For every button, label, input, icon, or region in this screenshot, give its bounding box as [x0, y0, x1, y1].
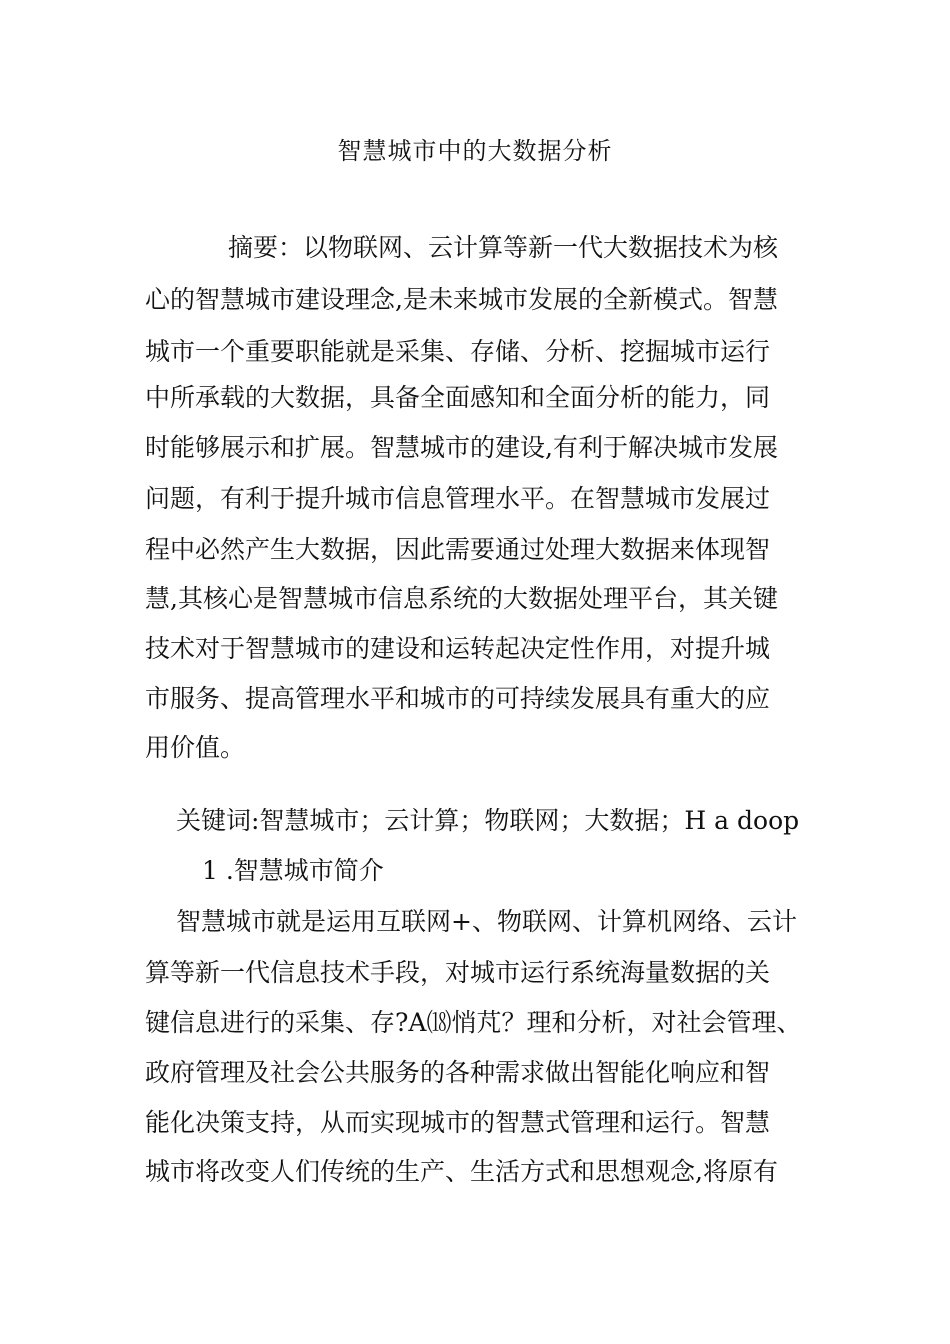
abstract-line: 时能够展示和扩展。智慧城市的建设,有利于解决城市发展 [145, 433, 778, 462]
abstract-line: 中所承载的大数据，具备全面感知和全面分析的能力，同 [145, 383, 771, 412]
body-line: 算等新一代信息技术手段，对城市运行系统海量数据的关 [145, 958, 771, 987]
body-line: 城市将改变人们传统的生产、生活方式和思想观念,将原有 [145, 1157, 778, 1186]
abstract-line: 摘要：以物联网、云计算等新一代大数据技术为核 [228, 233, 779, 262]
section-heading: 1 .智慧城市简介 [202, 856, 384, 885]
body-line: 政府管理及社会公共服务的各种需求做出智能化响应和智 [145, 1058, 771, 1087]
keywords-line: 关键词:智慧城市；云计算；物联网；大数据；H a doop [176, 806, 800, 835]
body-line: 键信息进行的采集、存?A⒅悄芃？理和分析，对社会管理、 [145, 1008, 802, 1037]
body-line: 智慧城市就是运用互联网+、物联网、计算机网络、云计 [176, 907, 797, 936]
abstract-line: 用价值。 [145, 733, 246, 762]
abstract-line: 市服务、提高管理水平和城市的可持续发展具有重大的应 [145, 684, 771, 713]
abstract-line: 技术对于智慧城市的建设和运转起决定性作用，对提升城 [145, 634, 771, 663]
abstract-line: 问题，有利于提升城市信息管理水平。在智慧城市发展过 [145, 484, 771, 513]
abstract-line: 程中必然产生大数据，因此需要通过处理大数据来体现智 [145, 535, 771, 564]
body-line: 能化决策支持，从而实现城市的智慧式管理和运行。智慧 [145, 1108, 771, 1137]
document-title: 智慧城市中的大数据分析 [337, 137, 613, 165]
abstract-line: 城市一个重要职能就是采集、存储、分析、挖掘城市运行 [145, 337, 771, 366]
abstract-line: 心的智慧城市建设理念,是未来城市发展的全新模式。智慧 [145, 285, 778, 314]
abstract-line: 慧,其核心是智慧城市信息系统的大数据处理平台，其关键 [145, 584, 778, 613]
